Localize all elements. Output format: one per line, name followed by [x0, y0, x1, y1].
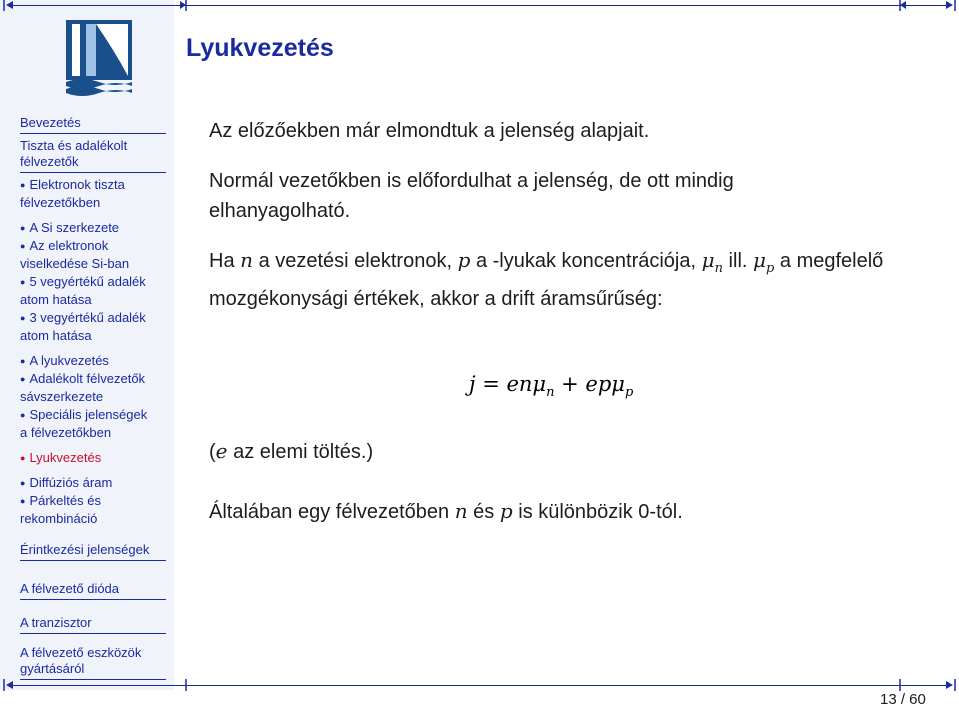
nav-section-dioda[interactable]: A félvezető dióda	[20, 581, 166, 600]
nav-item[interactable]: ● Elektronok tiszta félvezetőkben	[20, 177, 125, 210]
drift-current-equation: j = enμ$_n$ + epμ$_p$	[469, 372, 634, 400]
bullet-icon: ●	[20, 496, 26, 506]
nav-item[interactable]: ● Az elektronok viselkedése Si-ban	[20, 238, 130, 271]
nav-section-gyartas[interactable]: A félvezető eszközök gyártásáról	[20, 645, 166, 680]
slide-body-lower	[209, 436, 939, 527]
bullet-icon: ●	[20, 223, 26, 233]
nav-item[interactable]: ● 5 vegyértékű adalék atom hatása	[20, 274, 146, 307]
bullet-icon: ●	[20, 313, 26, 323]
nav-section-tranzisztor[interactable]: A tranzisztor	[20, 615, 166, 634]
paragraph-3: Ha n a vezetési elektronok, p a -lyukak koncentrációja, $\mu_n$ ill. $\mu_p$ a megfelelő mozgékonysági értékek, akkor a drift áramsűrűség:	[209, 248, 884, 310]
bullet-icon: ●	[20, 277, 26, 287]
bullet-icon: ●	[20, 374, 26, 384]
nav-section-tiszta-adalekolt[interactable]: Tiszta és adalékolt félvezetők	[20, 138, 166, 173]
nav-section-bevezetes[interactable]: Bevezetés	[20, 115, 166, 134]
nav-item[interactable]: ● 3 vegyértékű adalék atom hatása	[20, 310, 146, 343]
bullet-icon: ●	[20, 180, 26, 190]
nav-item[interactable]: ● A lyukvezetés	[20, 353, 109, 368]
paragraph-1: Az előzőekben már elmondtuk a jelenség alapjait.	[209, 120, 650, 142]
bullet-icon: ●	[20, 356, 26, 366]
nav-item[interactable]: ● Adalékolt félvezetők sávszerkezete	[20, 371, 146, 404]
paragraph-2: Normál vezetőkben is előfordulhat a jelenség, de ott mindig elhanyagolható.	[209, 170, 734, 222]
nav-item[interactable]: ● A Si szerkezete	[20, 220, 120, 235]
nav-item[interactable]: ● Párkeltés és rekombináció	[20, 493, 101, 526]
bullet-icon: ●	[20, 478, 26, 488]
nav-item[interactable]: ● Speciális jelenségek a félvezetőkben	[20, 407, 148, 440]
bullet-icon: ●	[20, 410, 26, 420]
slide-body	[209, 116, 939, 314]
nav-section-erintkezesi[interactable]: Érintkezési jelenségek	[20, 542, 166, 561]
nav-item-active[interactable]: ● Lyukvezetés	[20, 450, 102, 465]
paragraph-5: Általában egy félvezetőben n és p is különbözik 0-tól.	[209, 499, 683, 523]
bullet-icon: ●	[20, 241, 26, 251]
nav-item[interactable]: ● Diffúziós áram	[20, 475, 113, 490]
page-number: 13 / 60	[880, 691, 926, 708]
paragraph-4: (e az elemi töltés.)	[209, 439, 374, 463]
slide-title: Lyukvezetés	[186, 34, 334, 62]
bullet-icon: ●	[20, 453, 26, 463]
